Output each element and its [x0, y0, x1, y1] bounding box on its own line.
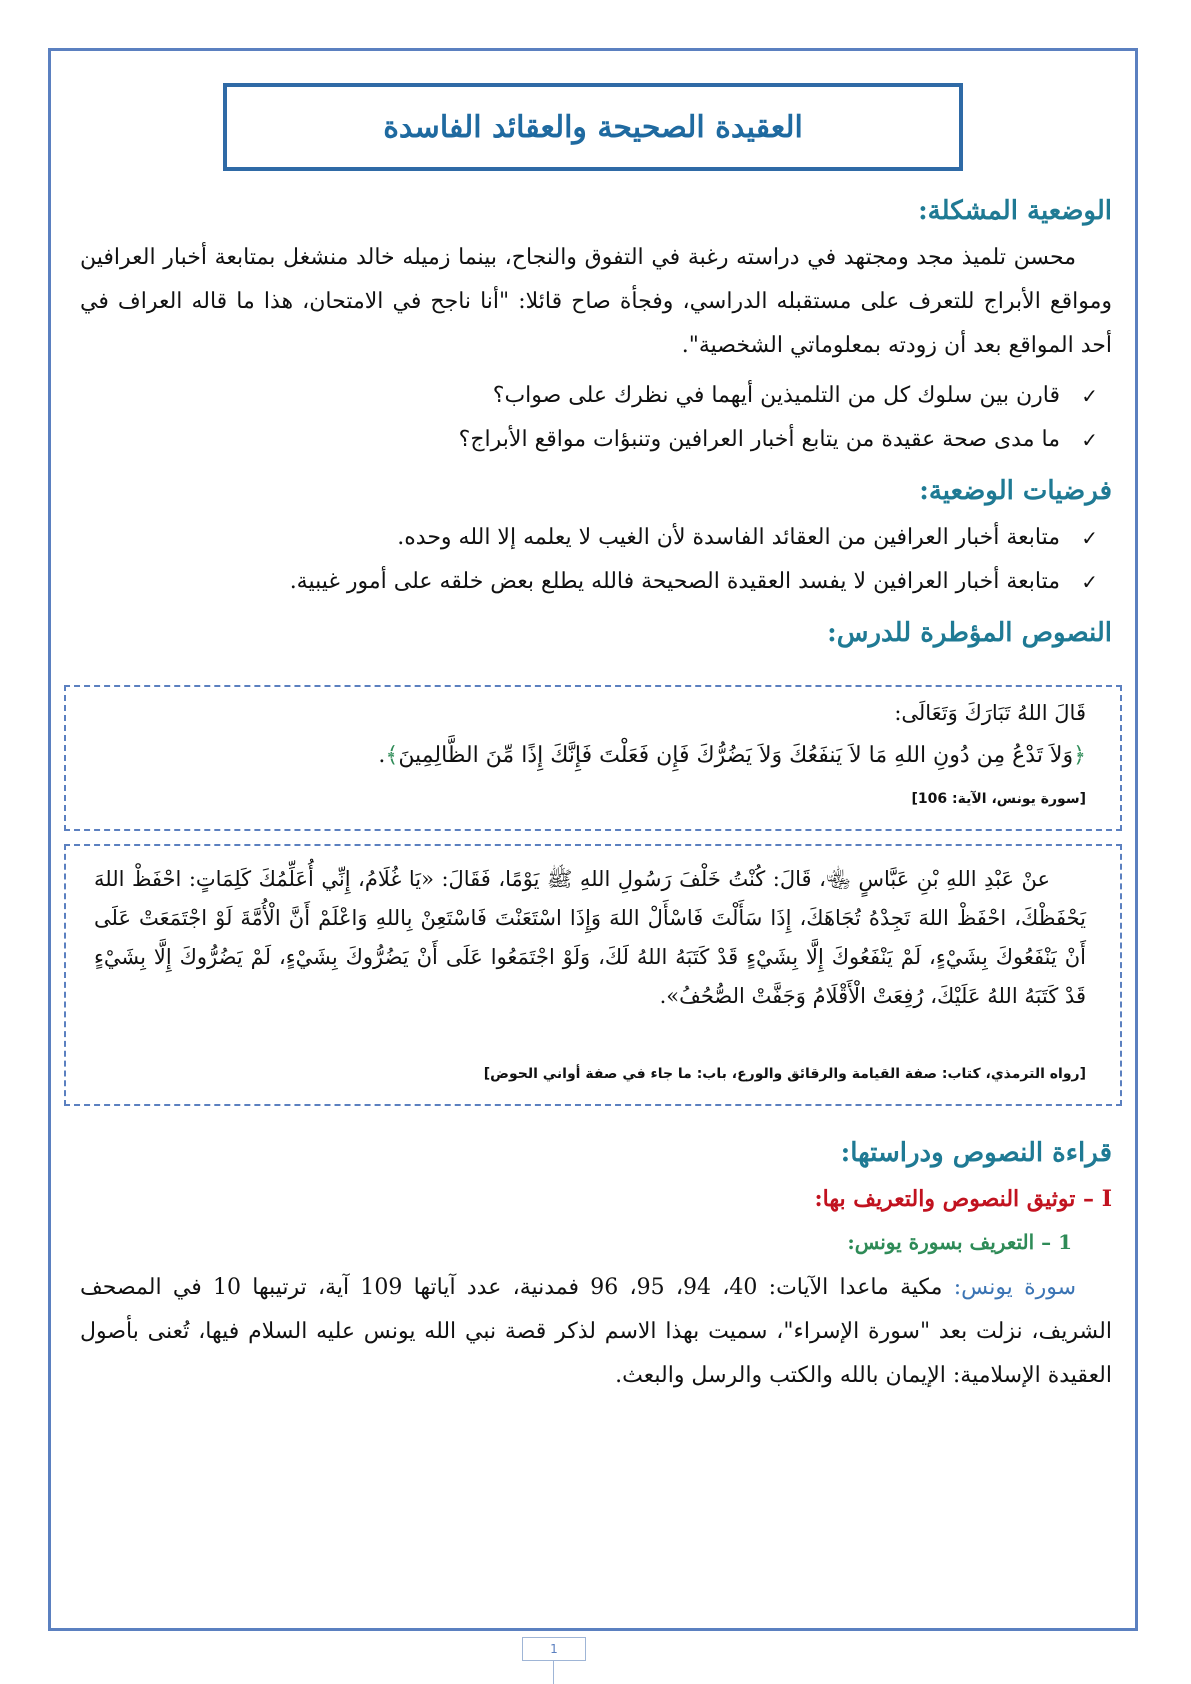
surah-paragraph — [80, 1266, 1112, 1398]
surah-description: مكية ماعدا الآيات: 40، 94، 95، 96 فمدنية، عدد آياتها 109 آية، ترتيبها 10 في المصحف الشريف، نزلت بعد "سورة الإسراء"، سميت بهذا الاسم لذكر قصة نبي الله يونس عليه السلام فيها، تُعنى بأصول العقيدة الإسلامية: الإيمان بالله والكتب والرسل والبعث. — [80, 1275, 1112, 1388]
checkmark-icon: ✓ — [1081, 384, 1098, 408]
verse-open-bracket: ﴿ — [1073, 743, 1086, 768]
question-item — [80, 418, 1098, 462]
verse-end-mark: . — [378, 743, 386, 768]
problem-questions — [80, 374, 1098, 462]
checkmark-icon: ✓ — [1081, 526, 1098, 550]
hypothesis-text: متابعة أخبار العرافين من العقائد الفاسدة لأن الغيب لا يعلمه إلا الله وحده. — [397, 525, 1060, 550]
reading-heading: قراءة النصوص ودراستها: — [840, 1138, 1112, 1168]
checkmark-icon: ✓ — [1081, 570, 1098, 594]
quran-reference: [سورة يونس، الآية: 106] — [911, 791, 1086, 807]
question-text: قارن بين سلوك كل من التلميذين أيهما في نظرك على صواب؟ — [492, 383, 1060, 408]
hypotheses-list — [80, 516, 1098, 604]
quran-intro: قَالَ اللهُ تَبَارَكَ وَتَعَالَى: — [894, 701, 1086, 725]
quran-verse — [378, 743, 1086, 768]
checkmark-icon: ✓ — [1081, 428, 1098, 452]
hadith-text: عنْ عَبْدِ اللهِ بْنِ عَبَّاسٍ ﵄، قَالَ: كُنْتُ خَلْفَ رَسُولِ اللهِ ﷺ يَوْمًا، فَقَالَ: «يَا غُلَامُ، إِنِّي أُعَلِّمُكَ كَلِمَاتٍ: احْفَظْ اللهَ يَحْفَظْكَ، احْفَظْ اللهَ تَجِدْهُ تُجَاهَكَ، إِذَا سَأَلْتَ فَاسْأَلْ اللهَ وَإِذَا اسْتَعَنْتَ فَاسْتَعِنْ بِاللهِ وَاعْلَمْ أَنَّ الْأُمَّةَ لَوْ اجْتَمَعَتْ عَلَى أَنْ يَنْفَعُوكَ بِشَيْءٍ، لَمْ يَنْفَعُوكَ إِلَّا بِشَيْءٍ قَدْ كَتَبَهُ اللهُ لَكَ، وَلَوْ اجْتَمَعُوا عَلَى أَنْ يَضُرُّوكَ بِشَيْءٍ، لَمْ يَضُرُّوكَ إِلَّا بِشَيْءٍ قَدْ كَتَبَهُ اللهُ عَلَيْكَ، رُفِعَتْ الْأَقْلَامُ وَجَفَّتْ الصُّحُفُ». — [94, 867, 1086, 1008]
hypothesis-item — [80, 560, 1098, 604]
quran-box — [64, 685, 1122, 831]
surah-name-lead: سورة يونس: — [953, 1275, 1077, 1300]
hypothesis-text: متابعة أخبار العرافين لا يفسد العقيدة الصحيحة فالله يطلع بعض خلقه على أمور غيبية. — [289, 569, 1060, 594]
question-item — [80, 374, 1098, 418]
question-text: ما مدى صحة عقيدة من يتابع أخبار العرافين وتنبؤات مواقع الأبراج؟ — [458, 427, 1060, 452]
page-number: 1 — [522, 1637, 586, 1661]
texts-heading: النصوص المؤطرة للدرس: — [827, 618, 1112, 648]
verse-close-bracket: ﴾ — [385, 743, 399, 768]
surah-intro-subheading: 1 – التعريف بسورة يونس: — [847, 1230, 1072, 1254]
problem-heading: الوضعية المشكلة: — [918, 196, 1112, 226]
hadith-box — [64, 844, 1122, 1106]
problem-paragraph: محسن تلميذ مجد ومجتهد في دراسته رغبة في التفوق والنجاح، بينما زميله خالد منشغل بمتابعة أخبار العرافين ومواقع الأبراج للتعرف على مستقبله الدراسي، وفجأة صاح قائلا: "أنا ناجح في الامتحان، هذا ما قاله العراف في أحد المواقع بعد أن زودته بمعلوماتي الشخصية". — [80, 245, 1112, 358]
hypothesis-item — [80, 516, 1098, 560]
documentation-subheading: I – توثيق النصوص والتعريف بها: — [814, 1186, 1112, 1212]
hadith-reference: [رواه الترمذي، كتاب: صفة القيامة والرقائق والورع، باب: ما جاء في صفة أواني الحوض] — [483, 1066, 1086, 1082]
lesson-title: العقيدة الصحيحة والعقائد الفاسدة — [223, 83, 963, 171]
verse-text: وَلاَ تَدْعُ مِن دُونِ اللهِ مَا لاَ يَنفَعُكَ وَلاَ يَضُرُّكَ فَإِن فَعَلْتَ فَإِنَّكَ إِذًا مِّنَ الظَّالِمِينَ — [398, 743, 1074, 768]
footer-stem — [553, 1661, 554, 1684]
hypotheses-heading: فرضيات الوضعية: — [919, 476, 1112, 506]
